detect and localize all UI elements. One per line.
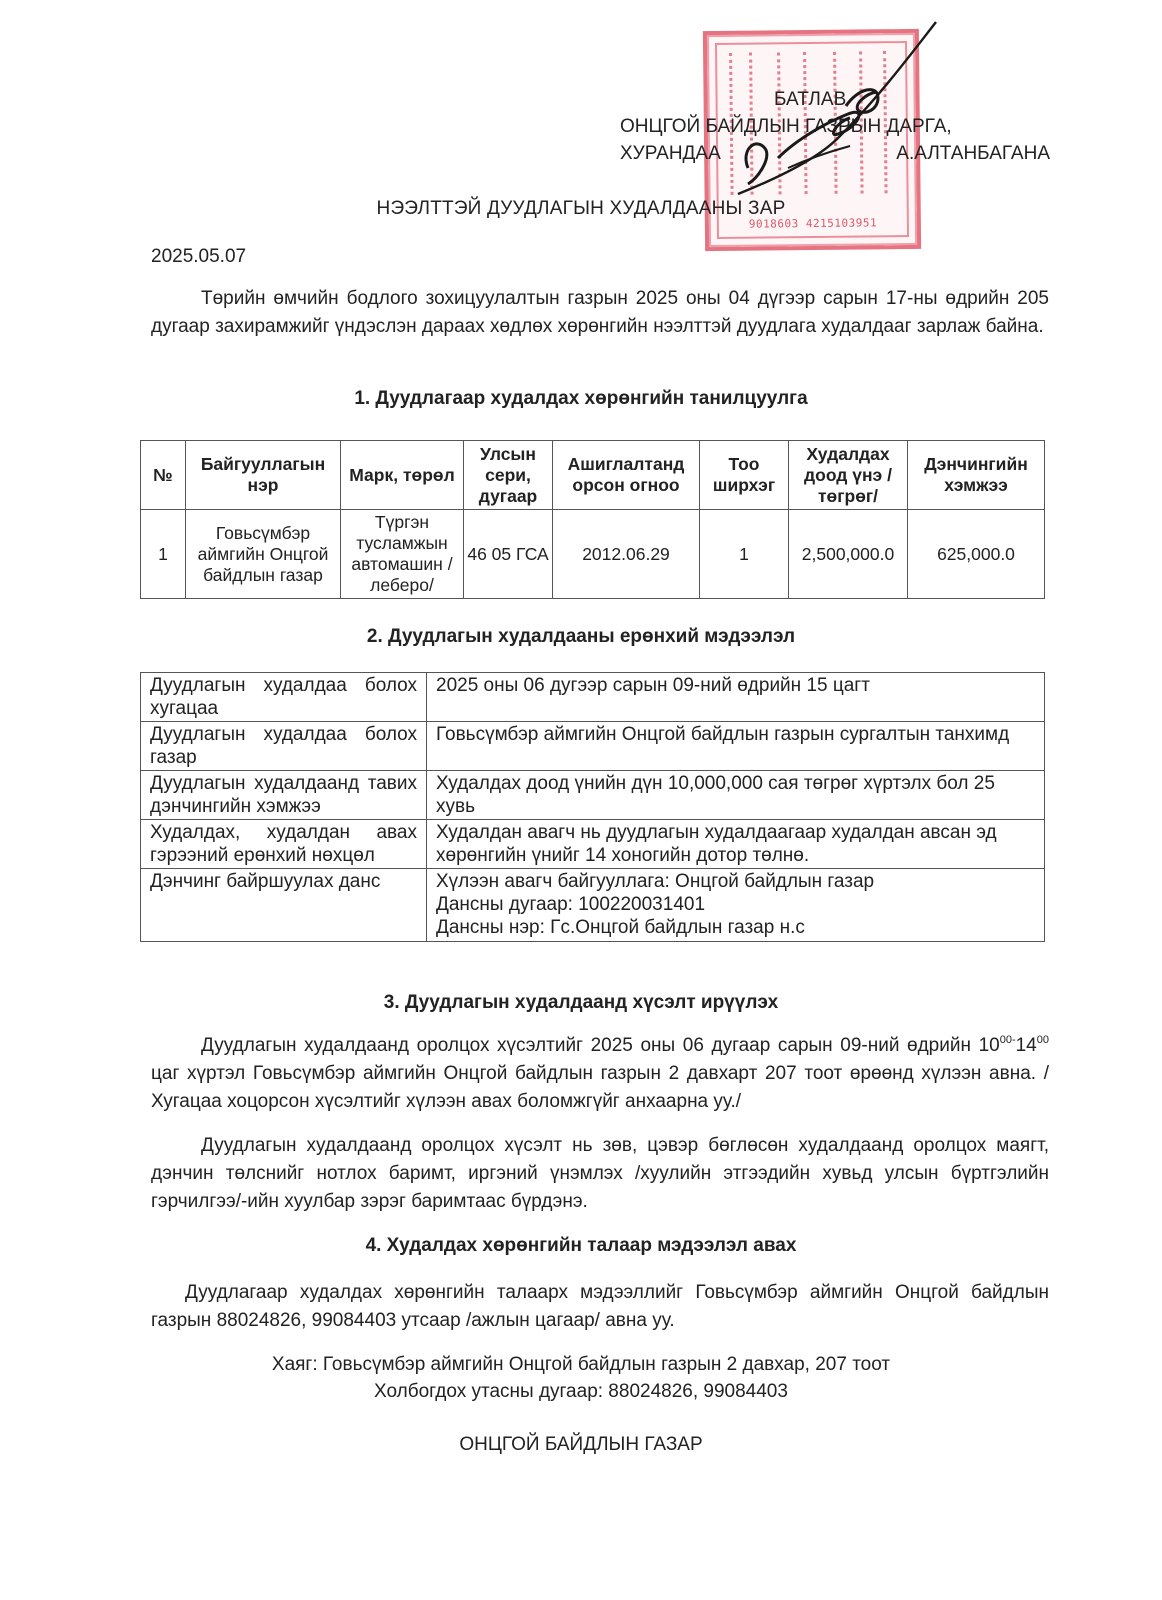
table-cell: 1 [700, 510, 789, 599]
table-cell: 2,500,000.0 [789, 510, 908, 599]
signature-icon [718, 18, 958, 208]
approval-position: ОНЦГОЙ БАЙДЛЫН ГАЗРЫН ДАРГА, [620, 116, 952, 137]
intro-paragraph: Төрийн өмчийн бодлого зохицуулалтын газрын 2025 оны 04 дүгээр сарын 17-ны өдрийн 205 дугаар захирамжийг үндэслэн дараах хөдлөх хөрөнгийн нээлттэй дуудлага худалдааг зарлаж байна. [151, 288, 1049, 337]
table-header-row [141, 441, 1045, 510]
table-header: Байгууллагын нэр [186, 441, 341, 510]
approval-rank: ХУРАНДАА [620, 143, 721, 164]
table-cell: Говьсүмбэр аймгийн Онцгой байдлын газар [186, 510, 341, 599]
info-value: Худалдан авагч нь дуудлагын худалдаагаар худалдан авсан эд хөрөнгийн үнийг 14 хоногийн дотор төлнө. [427, 820, 1045, 869]
account-recipient: Хүлээн авагч байгууллага: Онцгой байдлын газар [436, 871, 875, 892]
section2-title: 2. Дуудлагын худалдааны ерөнхий мэдээлэл [366, 626, 796, 647]
info-value: 2025 оны 06 дугээр сарын 09-ний өдрийн 15 цагт [427, 673, 1045, 722]
info-label: Дуудлагын худалдаанд тавих дэнчингийн хэмжээ [141, 771, 427, 820]
info-label: Худалдах, худалдан авах гэрээний ерөнхий нөхцөл [141, 820, 427, 869]
info-label: Дуудлагын худалдаа болох хугацаа [141, 673, 427, 722]
auction-info-table [140, 672, 1045, 942]
info-label: Дэнчинг байршуулах данс [141, 869, 427, 942]
contact-address: Хаяг: Говьсүмбэр аймгийн Онцгой байдлын газрын 2 давхар, 207 тоот [271, 1354, 891, 1375]
contact-block [0, 1351, 1162, 1405]
info-value: Говьсүмбэр аймгийн Онцгой байдлын газрын сургалтын танхимд [427, 722, 1045, 771]
account-number: Дансны дугаар: 100220031401 [436, 894, 706, 915]
table-row [141, 771, 1045, 820]
account-name: Дансны нэр: Гс.Онцгой байдлын газар н.с [436, 917, 805, 938]
section4-title: 4. Худалдах хөрөнгийн талаар мэдээлэл авах [365, 1235, 797, 1256]
table-header: Улсын сери, дугаар [464, 441, 553, 510]
table-row [141, 673, 1045, 722]
contact-phone: Холбогдох утасны дугаар: 88024826, 99084403 [374, 1381, 788, 1402]
table-header: Ашиглалтанд орсон огноо [553, 441, 700, 510]
document-title: НЭЭЛТТЭЙ ДУУДЛАГЫН ХУДАЛДААНЫ ЗАР [376, 198, 786, 219]
table-cell: 625,000.0 [908, 510, 1045, 599]
table-header: Худалдах доод үнэ /төгрөг/ [789, 441, 908, 510]
info-value: Худалдах доод үнийн дүн 10,000,000 сая төгрөг хүртэлх бол 25 хувь [427, 771, 1045, 820]
section4-paragraph: Дуудлагаар худалдах хөрөнгийн талаарх мэдээллийг Говьсүмбэр аймгийн Онцгой байдлын газрын 88024826, 99084403 утсаар /ажлын цагаар/ авна уу. [151, 1282, 1049, 1331]
table-row [141, 820, 1045, 869]
section3-paragraph1: Дуудлагын худалдаанд оролцох хүсэлтийг 2025 оны 06 дугаар сарын 09-ний өдрийн $10^{00-}14^{00}$ цаг хүртэл Говьсүмбэр аймгийн Онцгой байдлын газрын 2 давхарт 207 тоот өрөөнд хүлээн авна. /Хугацаа хоцорсон хүсэлтийг хүлээн авах боломжгүйг анхаарна уу./ [151, 1034, 1049, 1112]
info-label: Дуудлагын худалдаа болох газар [141, 722, 427, 771]
table-header: Тоо ширхэг [700, 441, 789, 510]
approval-heading: БАТЛАВ [774, 89, 847, 110]
info-value [427, 869, 1045, 942]
section3-paragraph2: Дуудлагын худалдаанд оролцох хүсэлт нь зөв, цэвэр бөглөсөн худалдаанд оролцох маягт, дэнчин төлснийг нотлох баримт, иргэний үнэмлэх /хуулийн этгээдийн хувьд улсын бүртгэлийн гэрчилгээ/-ийн хуулбар зэрэг баримтаас бүрдэнэ. [151, 1135, 1049, 1212]
table-cell: 2012.06.29 [553, 510, 700, 599]
approval-name: А.АЛТАНБАГАНА [896, 143, 1050, 164]
stamp-reg-number: 9018603 4215103951 [748, 216, 878, 231]
section3-title: 3. Дуудлагын худалдаанд хүсэлт ирүүлэх [383, 992, 779, 1013]
table-header: Марк, төрөл [341, 441, 464, 510]
section1-title: 1. Дуудлагаар худалдах хөрөнгийн танилцуулга [354, 388, 808, 409]
asset-table [140, 440, 1045, 599]
table-header: № [141, 441, 186, 510]
table-cell: 1 [141, 510, 186, 599]
table-row [141, 510, 1045, 599]
document-date: 2025.05.07 [151, 246, 247, 267]
table-row [141, 869, 1045, 942]
table-row [141, 722, 1045, 771]
table-header: Дэнчингийн хэмжээ [908, 441, 1045, 510]
organization-name: ОНЦГОЙ БАЙДЛЫН ГАЗАР [459, 1434, 703, 1455]
table-cell: 46 05 ГСА [464, 510, 553, 599]
table-cell: Түргэн тусламжын автомашин /леберо/ [341, 510, 464, 599]
